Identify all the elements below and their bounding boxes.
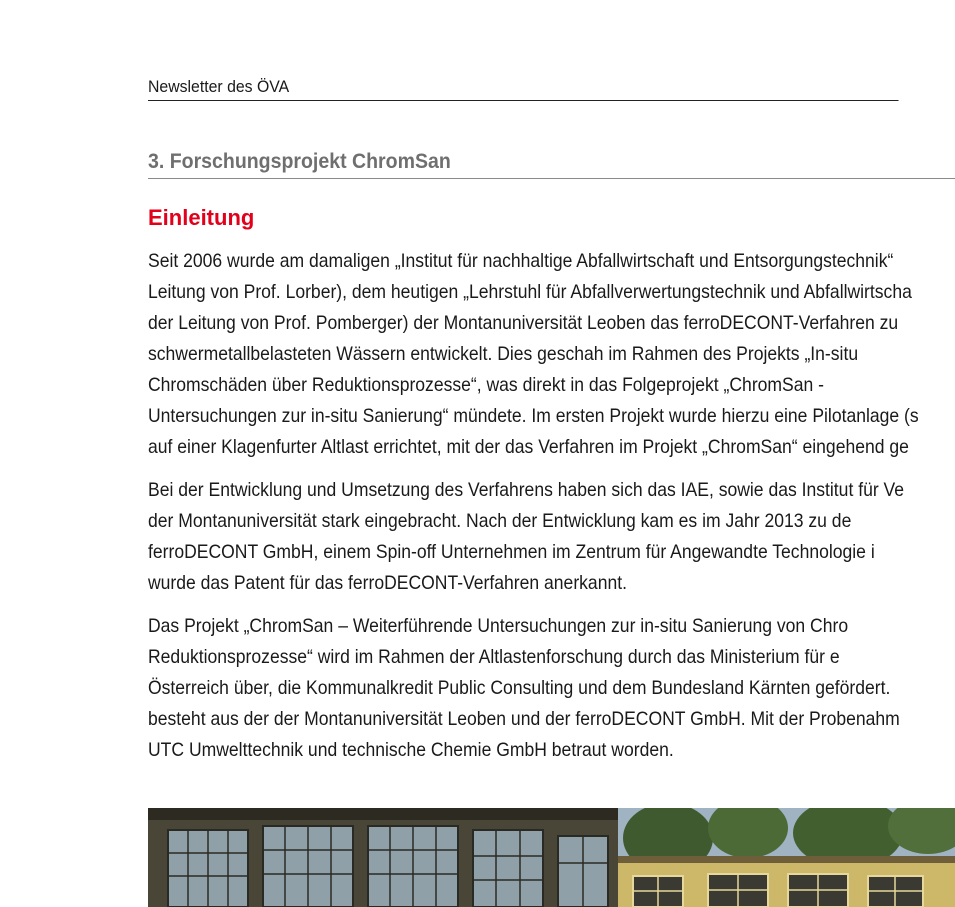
paragraph-line: Leitung von Prof. Lorber), dem heutigen „Lehrstuhl für Abfallverwertungstechnik und Abfallwirtscha	[148, 281, 912, 303]
section-heading	[148, 150, 955, 179]
paragraph-2	[148, 475, 955, 599]
paragraph-line: Chromschäden über Reduktionsprozesse“, was direkt in das Folgeprojekt „ChromSan -	[148, 374, 824, 396]
paragraph-line: ferroDECONT GmbH, einem Spin-off Unternehmen im Zentrum für Angewandte Technologie i	[148, 541, 875, 563]
paragraph-line: besteht aus der der Montanuniversität Leoben und der ferroDECONT GmbH. Mit der Probenahm	[148, 708, 900, 730]
paragraph-line: Das Projekt „ChromSan – Weiterführende Untersuchungen zur in-situ Sanierung von Chro	[148, 615, 849, 637]
paragraph-line: auf einer Klagenfurter Altlast errichtet, mit der das Verfahren im Projekt „ChromSan“ eingehend ge	[148, 436, 909, 458]
running-header-title: Newsletter des ÖVA	[148, 77, 290, 96]
photo-building-image	[148, 808, 955, 907]
paragraph-line: schwermetallbelasteten Wässern entwickelt. Dies geschah im Rahmen des Projekts „In-situ	[148, 343, 859, 365]
paragraph-line: der Montanuniversität stark eingebracht. Nach der Entwicklung kam es im Jahr 2013 zu de	[148, 510, 852, 532]
paragraph-line: wurde das Patent für das ferroDECONT-Verfahren anerkannt.	[148, 572, 627, 594]
paragraph-line: Österreich über, die Kommunalkredit Public Consulting und dem Bundesland Kärnten gefördert.	[148, 677, 891, 699]
paragraph-line: Seit 2006 wurde am damaligen „Institut für nachhaltige Abfallwirtschaft und Entsorgungstechnik“	[148, 250, 894, 272]
paragraph-line: UTC Umwelttechnik und technische Chemie GmbH betraut worden.	[148, 739, 674, 761]
section-heading-title: 3. Forschungsprojekt ChromSan	[148, 150, 451, 173]
paragraph-line: der Leitung von Prof. Pomberger) der Montanuniversität Leoben das ferroDECONT-Verfahren zu	[148, 312, 899, 334]
paragraph-3	[148, 611, 955, 766]
paragraph-line: Bei der Entwicklung und Umsetzung des Verfahrens haben sich das IAE, sowie das Institut für Ve	[148, 479, 905, 501]
paragraph-line: Untersuchungen zur in-situ Sanierung“ mündete. Im ersten Projekt wurde hierzu eine Pilotanlage (s	[148, 405, 919, 427]
photo-building-illustration	[148, 808, 955, 907]
paragraph-line: Reduktionsprozesse“ wird im Rahmen der Altlastenforschung durch das Ministerium für e	[148, 646, 840, 668]
article-body	[148, 246, 955, 776]
paragraph-1	[148, 246, 955, 463]
running-header	[148, 76, 899, 101]
article-subheading: Einleitung	[148, 205, 255, 230]
